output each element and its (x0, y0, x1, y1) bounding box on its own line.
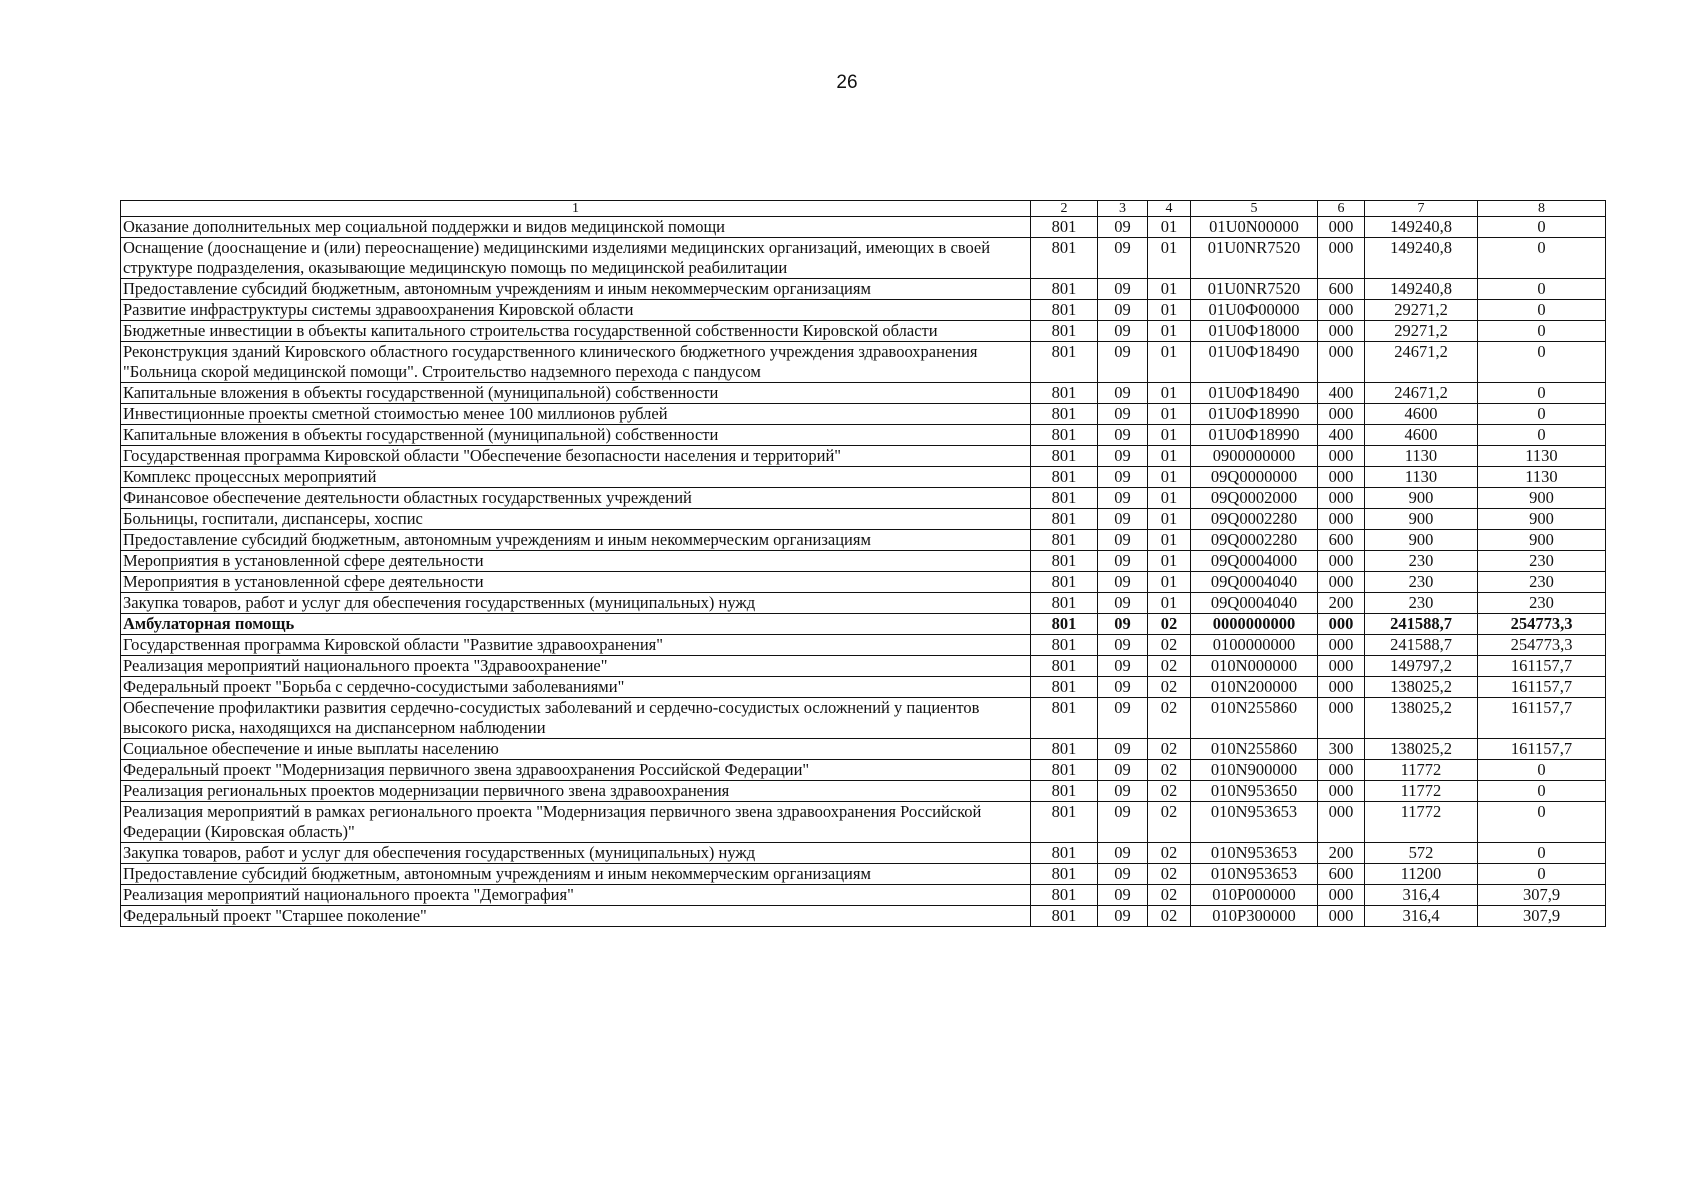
cell-target-article: 0900000000 (1191, 446, 1318, 467)
cell-subsection: 02 (1148, 885, 1191, 906)
cell-amount-year1: 4600 (1365, 404, 1478, 425)
table-row (121, 760, 1606, 781)
row-name: Государственная программа Кировской области "Развитие здравоохранения" (121, 635, 1031, 656)
table-row (121, 446, 1606, 467)
cell-ministry: 801 (1031, 593, 1098, 614)
cell-section: 09 (1098, 488, 1148, 509)
cell-section: 09 (1098, 321, 1148, 342)
cell-expense-type: 200 (1318, 593, 1365, 614)
table-row (121, 279, 1606, 300)
cell-amount-year2: 161157,7 (1478, 739, 1606, 760)
cell-target-article: 010N000000 (1191, 656, 1318, 677)
cell-amount-year1: 900 (1365, 488, 1478, 509)
cell-section: 09 (1098, 906, 1148, 927)
cell-amount-year1: 149240,8 (1365, 238, 1478, 279)
cell-expense-type: 000 (1318, 238, 1365, 279)
cell-target-article: 010N900000 (1191, 760, 1318, 781)
cell-section: 09 (1098, 843, 1148, 864)
cell-amount-year2: 0 (1478, 383, 1606, 404)
cell-expense-type: 000 (1318, 551, 1365, 572)
row-name: Капитальные вложения в объекты государственной (муниципальной) собственности (121, 383, 1031, 404)
table-row (121, 781, 1606, 802)
row-name: Закупка товаров, работ и услуг для обеспечения государственных (муниципальных) нужд (121, 593, 1031, 614)
cell-ministry: 801 (1031, 760, 1098, 781)
cell-expense-type: 000 (1318, 635, 1365, 656)
cell-ministry: 801 (1031, 321, 1098, 342)
cell-expense-type: 000 (1318, 677, 1365, 698)
cell-section: 09 (1098, 404, 1148, 425)
cell-amount-year1: 138025,2 (1365, 739, 1478, 760)
row-name: Капитальные вложения в объекты государственной (муниципальной) собственности (121, 425, 1031, 446)
cell-subsection: 01 (1148, 217, 1191, 238)
table-row (121, 404, 1606, 425)
cell-amount-year1: 900 (1365, 530, 1478, 551)
cell-subsection: 01 (1148, 300, 1191, 321)
cell-amount-year2: 0 (1478, 781, 1606, 802)
cell-target-article: 0000000000 (1191, 614, 1318, 635)
table-row (121, 614, 1606, 635)
cell-amount-year2: 0 (1478, 864, 1606, 885)
cell-target-article: 010N953650 (1191, 781, 1318, 802)
cell-target-article: 010N255860 (1191, 698, 1318, 739)
table-row (121, 342, 1606, 383)
row-name: Закупка товаров, работ и услуг для обеспечения государственных (муниципальных) нужд (121, 843, 1031, 864)
row-name: Комплекс процессных мероприятий (121, 467, 1031, 488)
cell-section: 09 (1098, 864, 1148, 885)
cell-section: 09 (1098, 635, 1148, 656)
table-row (121, 217, 1606, 238)
cell-ministry: 801 (1031, 488, 1098, 509)
row-name: Оказание дополнительных мер социальной поддержки и видов медицинской помощи (121, 217, 1031, 238)
row-name: Финансовое обеспечение деятельности областных государственных учреждений (121, 488, 1031, 509)
cell-target-article: 010N953653 (1191, 802, 1318, 843)
cell-subsection: 01 (1148, 238, 1191, 279)
cell-ministry: 801 (1031, 425, 1098, 446)
cell-amount-year1: 1130 (1365, 467, 1478, 488)
table-row (121, 593, 1606, 614)
cell-amount-year1: 149240,8 (1365, 217, 1478, 238)
cell-expense-type: 000 (1318, 446, 1365, 467)
cell-target-article: 09Q0004000 (1191, 551, 1318, 572)
cell-subsection: 02 (1148, 635, 1191, 656)
cell-ministry: 801 (1031, 864, 1098, 885)
cell-ministry: 801 (1031, 238, 1098, 279)
cell-amount-year1: 230 (1365, 551, 1478, 572)
cell-amount-year1: 1130 (1365, 446, 1478, 467)
cell-subsection: 02 (1148, 760, 1191, 781)
header-cell: 1 (121, 201, 1031, 217)
row-name: Федеральный проект "Борьба с сердечно-сосудистыми заболеваниями" (121, 677, 1031, 698)
cell-section: 09 (1098, 677, 1148, 698)
cell-section: 09 (1098, 467, 1148, 488)
cell-amount-year2: 0 (1478, 300, 1606, 321)
cell-section: 09 (1098, 509, 1148, 530)
cell-subsection: 02 (1148, 864, 1191, 885)
cell-amount-year2: 0 (1478, 238, 1606, 279)
header-cell: 8 (1478, 201, 1606, 217)
cell-expense-type: 600 (1318, 864, 1365, 885)
cell-section: 09 (1098, 551, 1148, 572)
cell-amount-year2: 1130 (1478, 467, 1606, 488)
table-row (121, 843, 1606, 864)
cell-subsection: 01 (1148, 321, 1191, 342)
cell-section: 09 (1098, 572, 1148, 593)
cell-target-article: 01U0NR7520 (1191, 279, 1318, 300)
cell-amount-year1: 4600 (1365, 425, 1478, 446)
cell-subsection: 01 (1148, 467, 1191, 488)
cell-ministry: 801 (1031, 342, 1098, 383)
cell-target-article: 010N953653 (1191, 843, 1318, 864)
cell-subsection: 02 (1148, 656, 1191, 677)
cell-section: 09 (1098, 425, 1148, 446)
cell-expense-type: 000 (1318, 698, 1365, 739)
cell-target-article: 09Q0004040 (1191, 593, 1318, 614)
table-row (121, 238, 1606, 279)
row-name: Предоставление субсидий бюджетным, автономным учреждениям и иным некоммерческим организациям (121, 279, 1031, 300)
cell-target-article: 09Q0004040 (1191, 572, 1318, 593)
cell-expense-type: 600 (1318, 530, 1365, 551)
cell-amount-year2: 0 (1478, 342, 1606, 383)
cell-subsection: 01 (1148, 425, 1191, 446)
cell-ministry: 801 (1031, 509, 1098, 530)
cell-target-article: 01U0Ф18990 (1191, 404, 1318, 425)
cell-amount-year1: 149240,8 (1365, 279, 1478, 300)
cell-target-article: 09Q0002280 (1191, 530, 1318, 551)
cell-section: 09 (1098, 698, 1148, 739)
table-row (121, 906, 1606, 927)
cell-amount-year1: 900 (1365, 509, 1478, 530)
cell-ministry: 801 (1031, 279, 1098, 300)
cell-amount-year2: 230 (1478, 593, 1606, 614)
cell-target-article: 01U0Ф18000 (1191, 321, 1318, 342)
cell-ministry: 801 (1031, 802, 1098, 843)
cell-amount-year2: 0 (1478, 425, 1606, 446)
cell-target-article: 09Q0002280 (1191, 509, 1318, 530)
cell-target-article: 010N953653 (1191, 864, 1318, 885)
cell-target-article: 010N200000 (1191, 677, 1318, 698)
header-cell: 2 (1031, 201, 1098, 217)
cell-section: 09 (1098, 530, 1148, 551)
cell-expense-type: 000 (1318, 781, 1365, 802)
header-cell: 6 (1318, 201, 1365, 217)
cell-target-article: 010N255860 (1191, 739, 1318, 760)
cell-subsection: 02 (1148, 906, 1191, 927)
cell-target-article: 09Q0000000 (1191, 467, 1318, 488)
cell-section: 09 (1098, 446, 1148, 467)
cell-amount-year1: 230 (1365, 572, 1478, 593)
row-name: Реализация мероприятий национального проекта "Демография" (121, 885, 1031, 906)
row-name: Социальное обеспечение и иные выплаты населению (121, 739, 1031, 760)
cell-amount-year1: 29271,2 (1365, 321, 1478, 342)
row-name: Больницы, госпитали, диспансеры, хоспис (121, 509, 1031, 530)
cell-ministry: 801 (1031, 383, 1098, 404)
table-row (121, 739, 1606, 760)
cell-expense-type: 000 (1318, 760, 1365, 781)
cell-amount-year2: 307,9 (1478, 885, 1606, 906)
row-name: Мероприятия в установленной сфере деятельности (121, 551, 1031, 572)
cell-amount-year2: 0 (1478, 843, 1606, 864)
header-cell: 4 (1148, 201, 1191, 217)
cell-amount-year2: 230 (1478, 551, 1606, 572)
cell-amount-year2: 161157,7 (1478, 698, 1606, 739)
cell-ministry: 801 (1031, 446, 1098, 467)
cell-ministry: 801 (1031, 572, 1098, 593)
cell-ministry: 801 (1031, 551, 1098, 572)
cell-subsection: 01 (1148, 404, 1191, 425)
cell-amount-year2: 900 (1478, 488, 1606, 509)
row-name: Предоставление субсидий бюджетным, автономным учреждениям и иным некоммерческим организациям (121, 530, 1031, 551)
cell-target-article: 01U0Ф00000 (1191, 300, 1318, 321)
cell-ministry: 801 (1031, 906, 1098, 927)
cell-ministry: 801 (1031, 614, 1098, 635)
cell-section: 09 (1098, 217, 1148, 238)
cell-amount-year1: 138025,2 (1365, 677, 1478, 698)
table-row (121, 698, 1606, 739)
cell-expense-type: 000 (1318, 321, 1365, 342)
cell-section: 09 (1098, 656, 1148, 677)
cell-target-article: 01U0Ф18490 (1191, 383, 1318, 404)
cell-amount-year1: 316,4 (1365, 885, 1478, 906)
cell-expense-type: 600 (1318, 279, 1365, 300)
cell-subsection: 02 (1148, 614, 1191, 635)
row-name: Развитие инфраструктуры системы здравоохранения Кировской области (121, 300, 1031, 321)
cell-ministry: 801 (1031, 635, 1098, 656)
row-name: Амбулаторная помощь (121, 614, 1031, 635)
cell-subsection: 01 (1148, 509, 1191, 530)
cell-amount-year1: 572 (1365, 843, 1478, 864)
table-row (121, 572, 1606, 593)
cell-section: 09 (1098, 593, 1148, 614)
cell-amount-year2: 0 (1478, 321, 1606, 342)
table-body (121, 217, 1606, 927)
cell-ministry: 801 (1031, 739, 1098, 760)
table-row (121, 509, 1606, 530)
cell-amount-year1: 11772 (1365, 760, 1478, 781)
table-row (121, 551, 1606, 572)
cell-amount-year1: 11772 (1365, 781, 1478, 802)
table-row (121, 321, 1606, 342)
cell-ministry: 801 (1031, 677, 1098, 698)
cell-amount-year2: 0 (1478, 217, 1606, 238)
cell-ministry: 801 (1031, 217, 1098, 238)
cell-amount-year2: 0 (1478, 760, 1606, 781)
cell-ministry: 801 (1031, 781, 1098, 802)
cell-ministry: 801 (1031, 530, 1098, 551)
cell-ministry: 801 (1031, 404, 1098, 425)
cell-expense-type: 000 (1318, 342, 1365, 383)
table-row (121, 635, 1606, 656)
header-cell: 7 (1365, 201, 1478, 217)
cell-amount-year1: 11772 (1365, 802, 1478, 843)
cell-amount-year1: 149797,2 (1365, 656, 1478, 677)
cell-amount-year2: 254773,3 (1478, 614, 1606, 635)
cell-expense-type: 000 (1318, 404, 1365, 425)
cell-expense-type: 000 (1318, 885, 1365, 906)
cell-amount-year2: 0 (1478, 279, 1606, 300)
cell-section: 09 (1098, 781, 1148, 802)
cell-expense-type: 000 (1318, 217, 1365, 238)
row-name: Оснащение (дооснащение и (или) переоснащение) медицинскими изделиями медицинских организаций, имеющих в своей структуре подразделения, оказывающие медицинскую помощь по медицинской реабилитации (121, 238, 1031, 279)
cell-subsection: 01 (1148, 551, 1191, 572)
cell-expense-type: 200 (1318, 843, 1365, 864)
header-row (121, 201, 1606, 217)
table-row (121, 488, 1606, 509)
cell-amount-year2: 0 (1478, 802, 1606, 843)
cell-amount-year2: 254773,3 (1478, 635, 1606, 656)
cell-amount-year1: 241588,7 (1365, 614, 1478, 635)
cell-amount-year2: 307,9 (1478, 906, 1606, 927)
cell-amount-year1: 138025,2 (1365, 698, 1478, 739)
cell-section: 09 (1098, 300, 1148, 321)
cell-amount-year2: 0 (1478, 404, 1606, 425)
row-name: Реализация региональных проектов модернизации первичного звена здравоохранения (121, 781, 1031, 802)
cell-ministry: 801 (1031, 467, 1098, 488)
cell-target-article: 010P000000 (1191, 885, 1318, 906)
cell-amount-year1: 24671,2 (1365, 383, 1478, 404)
cell-amount-year1: 29271,2 (1365, 300, 1478, 321)
row-name: Обеспечение профилактики развития сердечно-сосудистых заболеваний и сердечно-сосудистых осложнений у пациентов высокого риска, находящихся на диспансерном наблюдении (121, 698, 1031, 739)
cell-expense-type: 400 (1318, 425, 1365, 446)
cell-ministry: 801 (1031, 300, 1098, 321)
table-row (121, 864, 1606, 885)
cell-amount-year1: 24671,2 (1365, 342, 1478, 383)
table-row (121, 530, 1606, 551)
table-row (121, 300, 1606, 321)
cell-subsection: 01 (1148, 342, 1191, 383)
cell-expense-type: 000 (1318, 906, 1365, 927)
cell-ministry: 801 (1031, 698, 1098, 739)
table-row (121, 802, 1606, 843)
table-row (121, 425, 1606, 446)
cell-ministry: 801 (1031, 885, 1098, 906)
cell-target-article: 01U0NR7520 (1191, 238, 1318, 279)
cell-amount-year1: 11200 (1365, 864, 1478, 885)
row-name: Мероприятия в установленной сфере деятельности (121, 572, 1031, 593)
cell-subsection: 02 (1148, 677, 1191, 698)
cell-target-article: 01U0Ф18990 (1191, 425, 1318, 446)
row-name: Реализация мероприятий национального проекта "Здравоохранение" (121, 656, 1031, 677)
cell-subsection: 01 (1148, 383, 1191, 404)
cell-expense-type: 000 (1318, 572, 1365, 593)
header-cell: 3 (1098, 201, 1148, 217)
cell-subsection: 02 (1148, 781, 1191, 802)
cell-subsection: 01 (1148, 446, 1191, 467)
row-name: Бюджетные инвестиции в объекты капитального строительства государственной собственности Кировской области (121, 321, 1031, 342)
cell-section: 09 (1098, 342, 1148, 383)
cell-amount-year1: 316,4 (1365, 906, 1478, 927)
cell-expense-type: 400 (1318, 383, 1365, 404)
cell-subsection: 02 (1148, 698, 1191, 739)
cell-section: 09 (1098, 383, 1148, 404)
cell-amount-year2: 161157,7 (1478, 677, 1606, 698)
cell-expense-type: 000 (1318, 802, 1365, 843)
cell-subsection: 01 (1148, 593, 1191, 614)
cell-section: 09 (1098, 614, 1148, 635)
cell-section: 09 (1098, 802, 1148, 843)
table-row (121, 677, 1606, 698)
cell-expense-type: 000 (1318, 488, 1365, 509)
cell-subsection: 01 (1148, 572, 1191, 593)
cell-amount-year2: 161157,7 (1478, 656, 1606, 677)
cell-section: 09 (1098, 885, 1148, 906)
cell-amount-year2: 900 (1478, 509, 1606, 530)
cell-subsection: 01 (1148, 530, 1191, 551)
cell-subsection: 01 (1148, 488, 1191, 509)
cell-expense-type: 000 (1318, 656, 1365, 677)
cell-amount-year2: 230 (1478, 572, 1606, 593)
row-name: Предоставление субсидий бюджетным, автономным учреждениям и иным некоммерческим организациям (121, 864, 1031, 885)
page-number: 26 (836, 72, 858, 93)
cell-subsection: 01 (1148, 279, 1191, 300)
cell-subsection: 02 (1148, 739, 1191, 760)
row-name: Инвестиционные проекты сметной стоимостью менее 100 миллионов рублей (121, 404, 1031, 425)
table-row (121, 383, 1606, 404)
cell-ministry: 801 (1031, 843, 1098, 864)
cell-amount-year1: 241588,7 (1365, 635, 1478, 656)
cell-expense-type: 000 (1318, 467, 1365, 488)
cell-expense-type: 000 (1318, 614, 1365, 635)
table-row (121, 656, 1606, 677)
cell-expense-type: 300 (1318, 739, 1365, 760)
cell-section: 09 (1098, 760, 1148, 781)
row-name: Реконструкция зданий Кировского областного государственного клинического бюджетного учреждения здравоохранения "Больница скорой медицинской помощи". Строительство надземного перехода с пандусом (121, 342, 1031, 383)
table-row (121, 467, 1606, 488)
table-row (121, 885, 1606, 906)
cell-target-article: 0100000000 (1191, 635, 1318, 656)
row-name: Реализация мероприятий в рамках регионального проекта "Модернизация первичного звена здравоохранения Российской Федерации (Кировская область)" (121, 802, 1031, 843)
cell-target-article: 01U0Ф18490 (1191, 342, 1318, 383)
cell-subsection: 02 (1148, 802, 1191, 843)
cell-ministry: 801 (1031, 656, 1098, 677)
row-name: Федеральный проект "Модернизация первичного звена здравоохранения Российской Федерации" (121, 760, 1031, 781)
cell-expense-type: 000 (1318, 300, 1365, 321)
header-cell: 5 (1191, 201, 1318, 217)
cell-target-article: 01U0N00000 (1191, 217, 1318, 238)
cell-target-article: 09Q0002000 (1191, 488, 1318, 509)
cell-section: 09 (1098, 739, 1148, 760)
cell-amount-year2: 900 (1478, 530, 1606, 551)
cell-amount-year2: 1130 (1478, 446, 1606, 467)
cell-expense-type: 000 (1318, 509, 1365, 530)
cell-section: 09 (1098, 279, 1148, 300)
cell-subsection: 02 (1148, 843, 1191, 864)
row-name: Государственная программа Кировской области "Обеспечение безопасности населения и территорий" (121, 446, 1031, 467)
cell-target-article: 010P300000 (1191, 906, 1318, 927)
budget-table (120, 200, 1606, 927)
row-name: Федеральный проект "Старшее поколение" (121, 906, 1031, 927)
cell-amount-year1: 230 (1365, 593, 1478, 614)
cell-section: 09 (1098, 238, 1148, 279)
